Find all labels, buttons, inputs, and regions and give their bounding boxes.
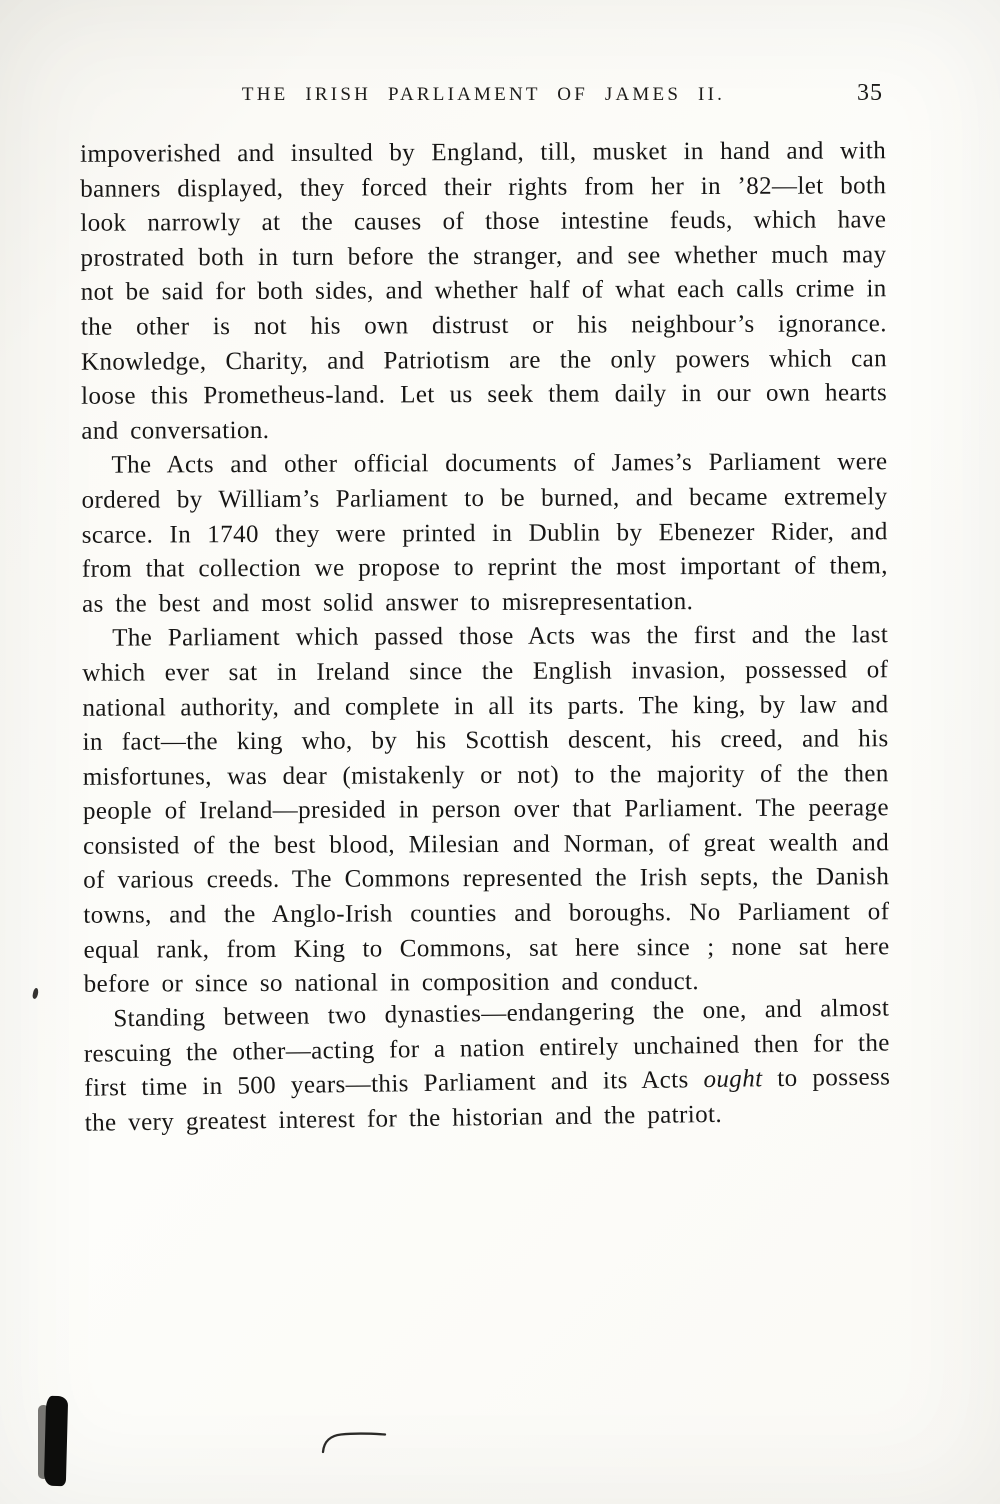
paragraph-text: Standing between two dynasties—endangering the one, and almost rescuing the other—acting for a nation entirely unchained then for the first time in 500 years—this Parliament and its Acts xyxy=(83,994,890,1102)
italic-word: ought xyxy=(703,1065,763,1094)
paragraph: The Acts and other official documents of James’s Parliament were ordered by William’s Parliament to be burned, and became extremely scarce. In 1740 they were printed in Dublin by Ebenezer Rider, and from that collection we propose to reprint the most important of them, as the best and most solid answer to misrepresentation. xyxy=(81,448,888,618)
ink-smudge-artifact xyxy=(38,1396,70,1488)
ink-smudge-core xyxy=(44,1396,68,1487)
page-body xyxy=(80,134,890,1141)
margin-speck-artifact xyxy=(32,988,40,1000)
running-title: THE IRISH PARLIAMENT OF JAMES II. xyxy=(241,84,726,105)
paragraph: The Parliament which passed those Acts was the first and the last which ever sat in Ireland since the English invasion, possessed of national authority, and complete in all its parts. The king, by law and in fact—the king who, by his Scottish descent, his creed, and his misfortunes, was dear (mistakenly or not) to the majority of the then people of Ireland—presided in person over that Parliament. The peerage consisted of the best blood, Milesian and Norman, of great wealth and of various creeds. The Commons represented the Irish septs, the Danish towns, and the Anglo-Irish counties and boroughs. No Parliament of equal rank, from King to Commons, sat here since ; none sat here before or since so national in composition and conduct. xyxy=(82,621,890,999)
paragraph xyxy=(83,991,891,1141)
paragraph-text: to possess the very greatest interest for the historian and the patriot. xyxy=(84,1063,891,1137)
pen-stroke-mark xyxy=(318,1428,390,1456)
page-number: 35 xyxy=(857,80,883,106)
paragraph: impoverished and insulted by England, till, musket in hand and with banners displayed, they forced their rights from her in ’82—let both look narrowly at the causes of those intestine feuds, which have prostrated both in turn before the stranger, and see whether much may not be said for both sides, and whether half of what each calls crime in the other is not his own distrust or his neighbour’s ignorance. Knowledge, Charity, and Patriotism are the only powers which can loose this Prometheus-land. Let us seek them daily in our own hearts and conversation. xyxy=(80,137,888,445)
page-header xyxy=(82,80,885,118)
